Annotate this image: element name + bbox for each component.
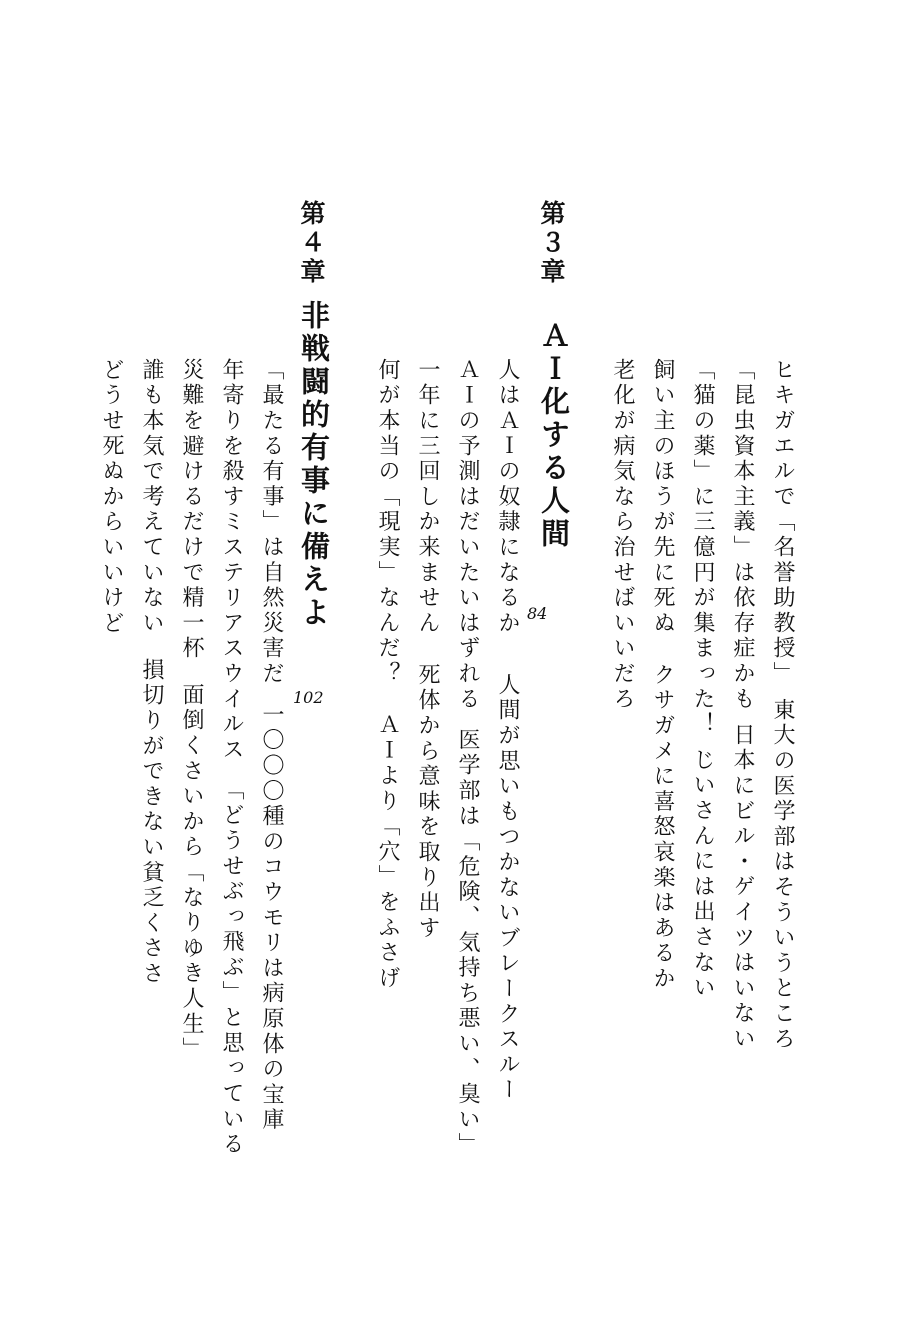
chapter-label: 第４章 (297, 200, 326, 287)
toc-entry: 医学部は「危険、気持ち悪い、臭い」 (455, 728, 480, 1159)
toc-entry: 死体から意味を取り出す (415, 663, 440, 942)
toc-entry: じいさんには出さない (690, 748, 715, 1001)
toc-line (375, 358, 400, 992)
toc-line (139, 358, 164, 987)
toc-entry: 災難を避けるだけで精一杯 (179, 358, 204, 662)
toc-line (730, 358, 755, 1052)
toc-entry: ヒキガエルで「名誉助教授」 (770, 358, 795, 687)
toc-entry: ＡＩの予測はだいたいはずれる (455, 358, 480, 713)
toc-entry: 東大の医学部はそういうところ (770, 698, 795, 1053)
toc-entry: 損切りができない貧乏くささ (139, 658, 164, 987)
toc-entry: 人間が思いもつかないブレークスルー (495, 673, 520, 1104)
toc-line (495, 358, 520, 1104)
toc-entry: クサガメに喜怒哀楽はあるか (650, 663, 675, 992)
toc-entry: 人はＡＩの奴隷になるか (495, 358, 520, 637)
chapter-label: 第３章 (537, 200, 566, 287)
toc-entry: 一年に三回しか来ません (415, 358, 440, 637)
chapter-title: 非戦闘的有事に備えよ (297, 300, 331, 630)
toc-entry: ＡＩより「穴」をふさげ (375, 713, 400, 992)
toc-entry: 面倒くさいから「なりゆき人生」 (179, 683, 204, 1063)
toc-entry: 一〇〇〇種のコウモリは病原体の宝庫 (259, 703, 284, 1134)
page-number: 84 (527, 604, 548, 623)
toc-line (415, 358, 440, 942)
toc-line (770, 358, 795, 1053)
toc-entry: 「猫の薬」に三億円が集まった！ (690, 358, 715, 738)
toc-entry: 「最たる有事」は自然災害だ (259, 358, 284, 687)
toc-entry: 「昆虫資本主義」は依存症かも (730, 358, 755, 713)
toc-entry: 誰も本気で考えていない (139, 358, 164, 637)
toc-line (100, 358, 122, 636)
toc-entry: 何が本当の「現実」なんだ？ (375, 358, 400, 687)
toc-line (611, 358, 633, 712)
toc-line (690, 358, 715, 1001)
toc-line (259, 358, 284, 1134)
page-number: 102 (293, 688, 324, 707)
toc-line (650, 358, 675, 992)
toc-line (179, 358, 204, 1063)
toc-entry: 老化が病気なら治せばいいだろ (610, 358, 635, 713)
toc-line (219, 358, 244, 1158)
toc-entry: 年寄りを殺すミステリアスウイルス (219, 358, 244, 763)
chapter-title: ＡＩ化する人間 (537, 320, 571, 551)
toc-entry: 飼い主のほうが先に死ぬ (650, 358, 675, 637)
toc-entry: 「どうせぶっ飛ぶ」と思っている (219, 778, 244, 1158)
toc-entry: どうせ死ぬからいいけど (99, 358, 124, 637)
toc-line (455, 358, 480, 1159)
toc-entry: 日本にビル・ゲイツはいない (730, 723, 755, 1052)
